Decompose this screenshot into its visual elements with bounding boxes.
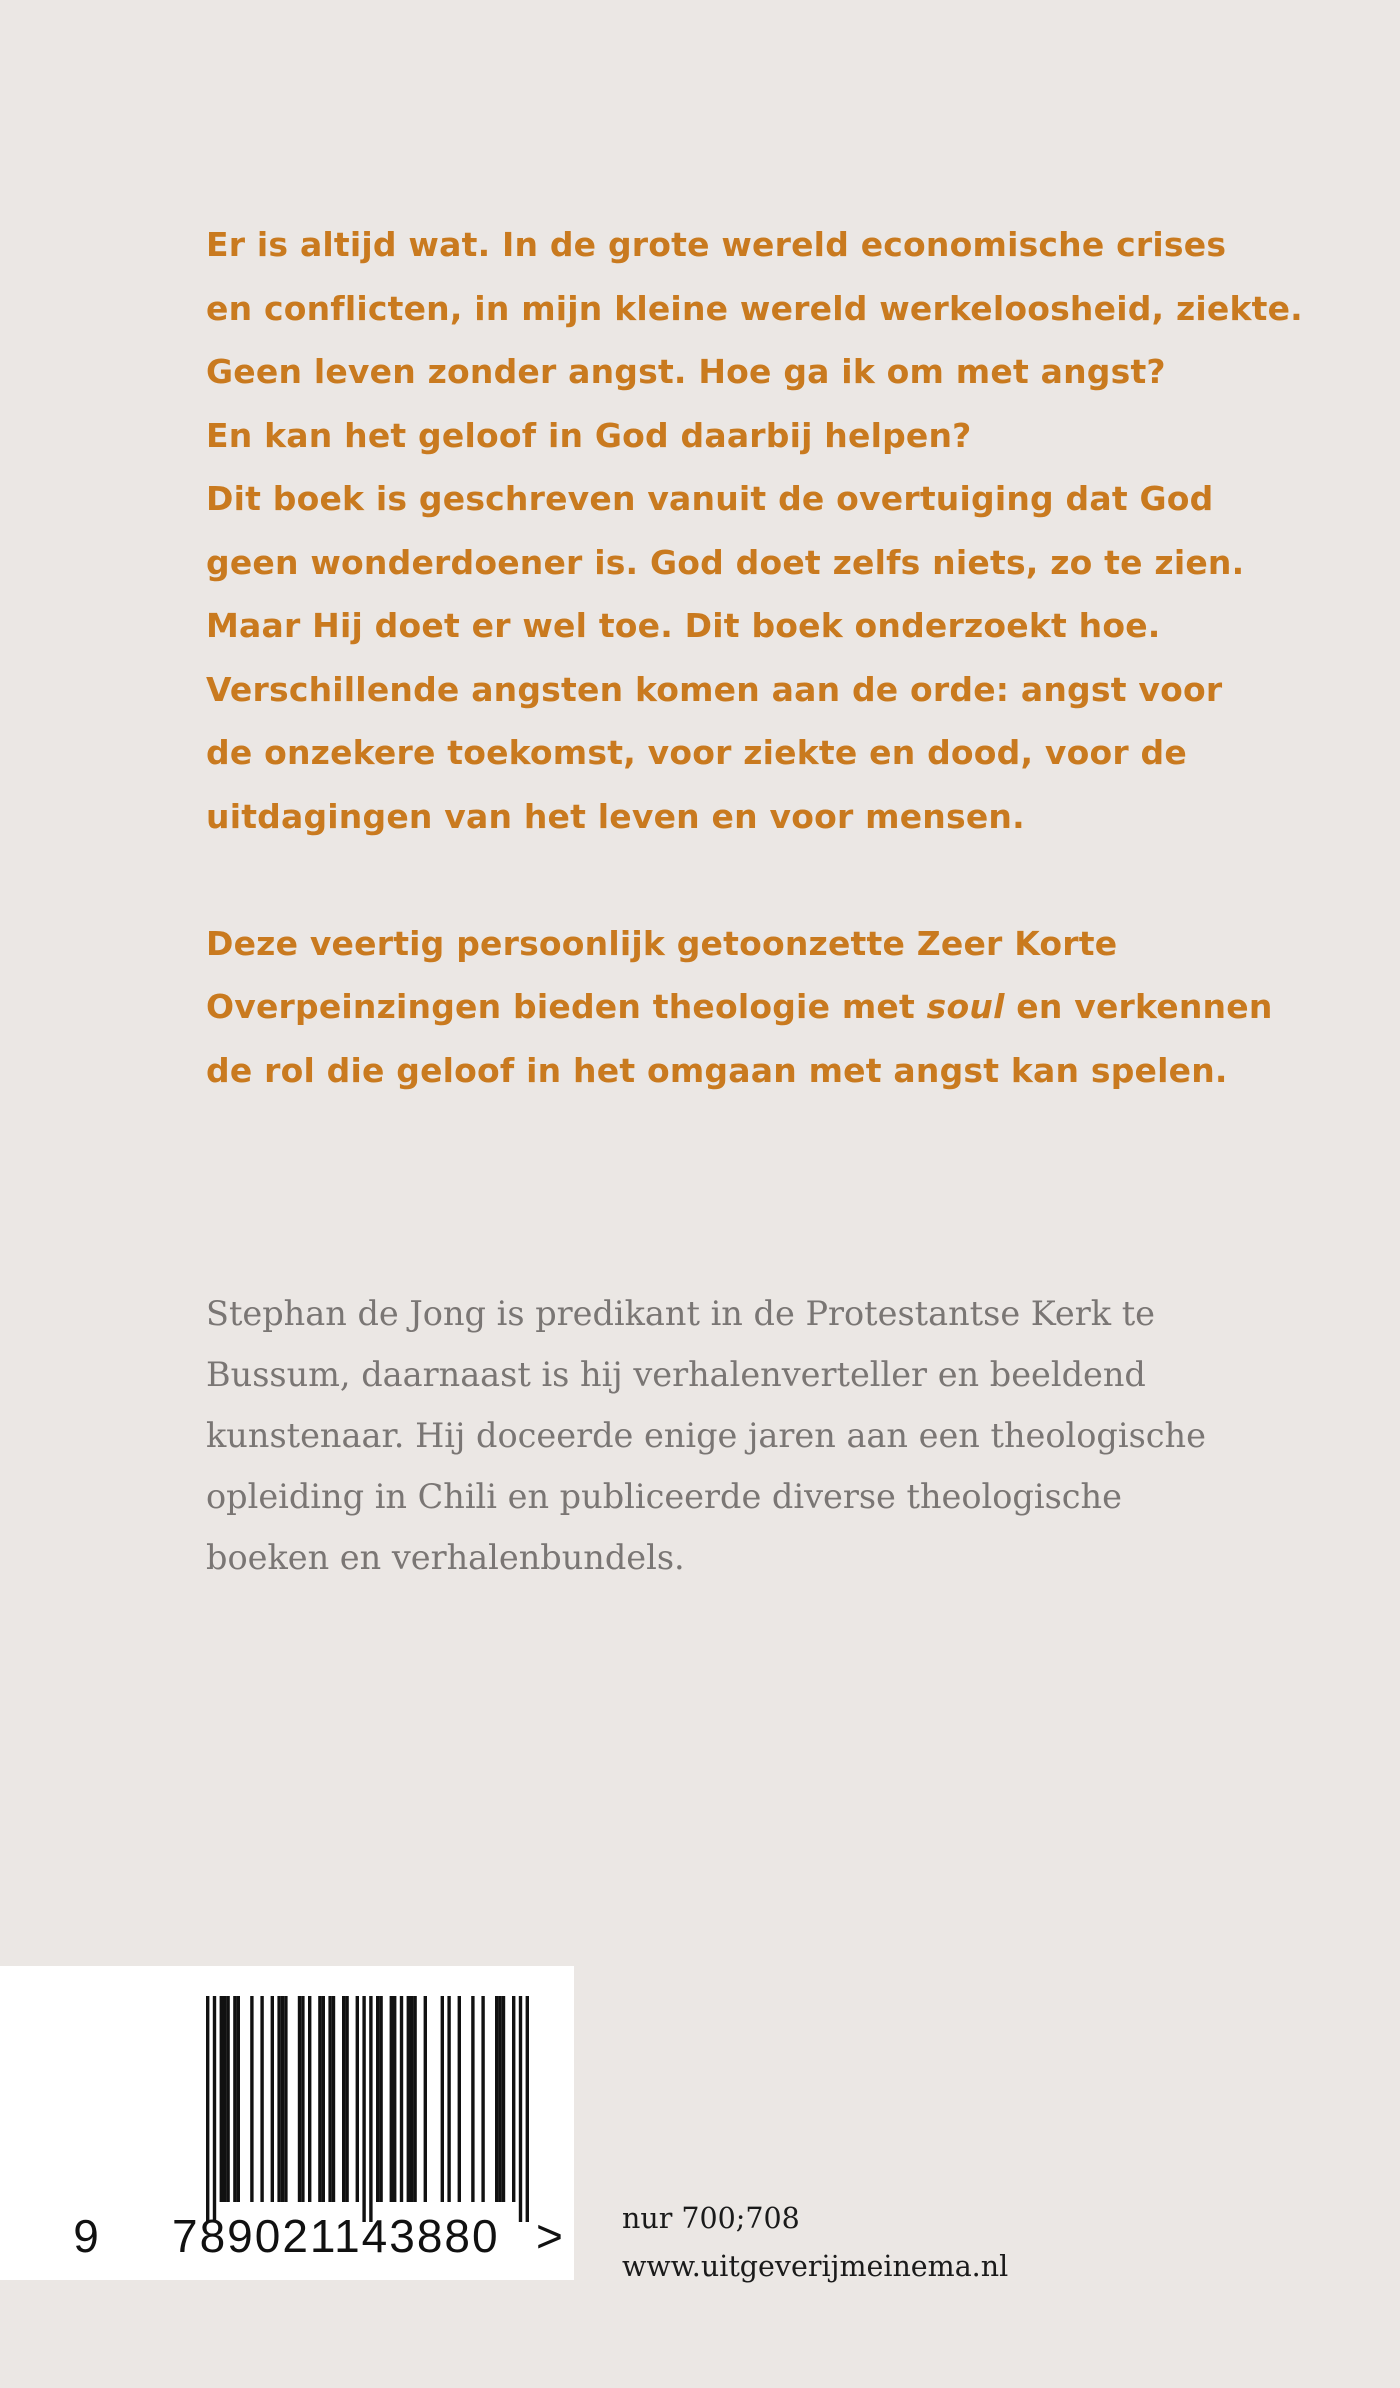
bio-line: Bussum, daarnaast is hij verhalenverteller en beeldend bbox=[206, 1355, 1146, 1394]
blurb-line: uitdagingen van het leven en voor mensen. bbox=[206, 796, 1025, 836]
blurb-text-segment: Overpeinzingen bieden theologie met bbox=[206, 987, 927, 1026]
barcode-bar bbox=[318, 1996, 321, 2202]
barcode-bar bbox=[410, 1996, 413, 2202]
bio-line: kunstenaar. Hij doceerde enige jaren aan een theologische bbox=[206, 1416, 1206, 1455]
barcode-bar bbox=[424, 1996, 427, 2202]
blurb-line: de rol die geloof in het omgaan met angst kan spelen. bbox=[206, 1050, 1228, 1090]
blurb-line: en conflicten, in mijn kleine wereld werkeloosheid, ziekte. bbox=[206, 288, 1303, 328]
barcode-bar bbox=[512, 1996, 515, 2202]
barcode-bar bbox=[281, 1996, 284, 2202]
barcode-bar bbox=[322, 1996, 325, 2202]
barcode-bar bbox=[298, 1996, 301, 2202]
barcode-bar bbox=[495, 1996, 498, 2202]
blurb-line: Deze veertig persoonlijk getoonzette Zeer Korte bbox=[206, 923, 1118, 963]
barcode-panel bbox=[0, 1966, 574, 2280]
blurb-line: Maar Hij doet er wel toe. Dit boek onderzoekt hoe. bbox=[206, 606, 1161, 645]
barcode-bar bbox=[498, 1996, 501, 2202]
author-bio bbox=[206, 1283, 1266, 1588]
barcode-bar bbox=[502, 1996, 505, 2202]
barcode-bar bbox=[379, 1996, 382, 2202]
blurb-line: Geen leven zonder angst. Hoe ga ik om met angst? bbox=[206, 352, 1166, 391]
barcode-bar bbox=[301, 1996, 304, 2202]
barcode-bar bbox=[223, 1996, 226, 2202]
barcode-bar bbox=[237, 1996, 240, 2202]
blurb-line: geen wonderdoener is. God doet zelfs niets, zo te zien. bbox=[206, 542, 1245, 582]
paragraph-gap bbox=[206, 848, 1266, 912]
barcode-bar bbox=[362, 1996, 365, 2222]
blurb-line: En kan het geloof in God daarbij helpen? bbox=[206, 415, 972, 455]
publisher-website: www.uitgeverijmeinema.nl bbox=[622, 2250, 1009, 2283]
barcode-bar bbox=[328, 1996, 331, 2202]
barcode-digits: 789021143880 bbox=[172, 2210, 500, 2262]
barcode-bar bbox=[284, 1996, 287, 2202]
blurb-text bbox=[206, 213, 1303, 1102]
barcode-bar bbox=[260, 1996, 263, 2202]
barcode-bar bbox=[220, 1996, 223, 2202]
barcode-bar bbox=[226, 1996, 229, 2202]
bio-line: opleiding in Chili en publiceerde diverse theologische bbox=[206, 1477, 1122, 1516]
publisher-info bbox=[622, 2195, 1008, 2291]
barcode-bar bbox=[390, 1996, 393, 2202]
barcode-bar bbox=[458, 1996, 461, 2202]
blurb-line: Dit boek is geschreven vanuit de overtuiging dat God bbox=[206, 479, 1214, 518]
barcode-bar bbox=[206, 1996, 209, 2222]
barcode-bar bbox=[519, 1996, 522, 2222]
barcode-bar bbox=[393, 1996, 396, 2202]
barcode-bar bbox=[481, 1996, 484, 2202]
bio-line: Stephan de Jong is predikant in de Protestantse Kerk te bbox=[206, 1294, 1155, 1333]
barcode-first-digit: 9 bbox=[73, 2210, 99, 2262]
barcode-bar bbox=[407, 1996, 410, 2202]
barcode-bar bbox=[213, 1996, 216, 2222]
barcode-bar bbox=[271, 1996, 274, 2202]
barcode-bar bbox=[345, 1996, 348, 2202]
barcode-bar bbox=[277, 1996, 280, 2202]
barcode-bar bbox=[342, 1996, 345, 2202]
barcode-bar bbox=[447, 1996, 450, 2202]
barcode-bar bbox=[308, 1996, 311, 2202]
blurb-line: de onzekere toekomst, voor ziekte en dood, voor de bbox=[206, 733, 1187, 772]
barcode-bar bbox=[441, 1996, 444, 2202]
barcode-bar bbox=[356, 1996, 359, 2202]
barcode-bar bbox=[369, 1996, 372, 2222]
nur-code: nur 700;708 bbox=[622, 2202, 800, 2235]
barcode-arrow: > bbox=[536, 2210, 563, 2262]
bio-line: boeken en verhalenbundels. bbox=[206, 1538, 685, 1577]
barcode-bar bbox=[250, 1996, 253, 2202]
barcode-bar bbox=[471, 1996, 474, 2202]
barcode-bar bbox=[233, 1996, 236, 2202]
barcode-bar bbox=[413, 1996, 416, 2202]
barcode-bar bbox=[376, 1996, 379, 2202]
barcode-bar bbox=[526, 1996, 529, 2222]
blurb-line: Er is altijd wat. In de grote wereld economische crises bbox=[206, 225, 1227, 264]
blurb-line: Verschillende angsten komen aan de orde: angst voor bbox=[206, 669, 1223, 709]
blurb-text-segment: en verkennen bbox=[1004, 987, 1273, 1026]
barcode-bar bbox=[332, 1996, 335, 2202]
blurb-emphasis-soul: soul bbox=[926, 987, 1005, 1026]
blurb-line bbox=[206, 975, 1273, 1039]
barcode-bar bbox=[400, 1996, 403, 2202]
